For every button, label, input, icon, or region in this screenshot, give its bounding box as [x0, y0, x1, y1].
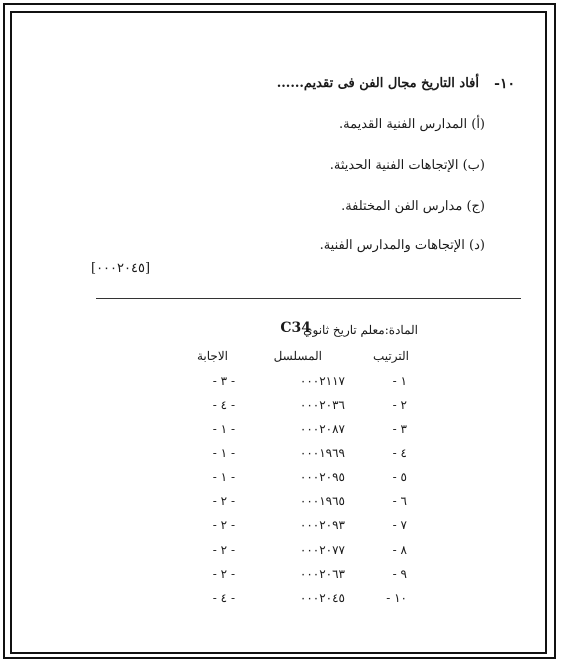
table-row-answer: - ٢ - [212, 518, 235, 532]
option-b: (ب) الإتجاهات الفنية الحديثة. [329, 158, 485, 173]
table-row-answer: - ١ - [212, 470, 235, 484]
table-row-answer: - ١ - [212, 446, 235, 460]
table-row-serial: ٠٠٠١٩٦٥ [299, 494, 345, 508]
question-text: أفاد التاريخ مجال الفن فى تقديم...... [276, 76, 479, 91]
question-number: ١٠- [494, 76, 515, 92]
table-row-rank: ٥ - [392, 470, 407, 484]
header-rank: الترتيب [373, 349, 409, 363]
table-row-serial: ٠٠٠٢٠٩٥ [299, 470, 345, 484]
table-row-answer: - ٢ - [212, 494, 235, 508]
table-row-serial: ٠٠٠٢٠٦٣ [299, 567, 345, 581]
option-c: (ج) مدارس الفن المختلفة. [341, 199, 485, 214]
table-row-rank: ١ - [392, 374, 407, 388]
table-row-serial: ٠٠٠٢٠٩٣ [299, 518, 345, 532]
table-row-serial: ٠٠٠٢٠٧٧ [299, 543, 345, 557]
table-row-answer: - ٢ - [212, 567, 235, 581]
table-row-serial: ٠٠٠٢١١٧ [299, 374, 345, 388]
table-row-serial: ٠٠٠٢٠٣٦ [299, 398, 345, 412]
subject-label: المادة:معلم تاريخ ثانوي [303, 323, 418, 337]
table-row-rank: ٦ - [392, 494, 407, 508]
header-serial: المسلسل [273, 349, 322, 363]
divider [96, 298, 521, 299]
table-row-rank: ٤ - [392, 446, 407, 460]
table-row-serial: ٠٠٠٢٠٨٧ [299, 422, 345, 436]
table-row-serial: ٠٠٠٢٠٤٥ [299, 591, 345, 605]
table-row-answer: - ٢ - [212, 543, 235, 557]
option-a: (أ) المدارس الفنية القديمة. [339, 117, 485, 132]
header-answer: الاجابة [196, 349, 228, 363]
subject-code: C34 [280, 320, 311, 336]
table-row-rank: ٣ - [392, 422, 407, 436]
table-row-rank: ٢ - [392, 398, 407, 412]
table-row-answer: - ٣ - [212, 374, 235, 388]
table-row-answer: - ٤ - [212, 398, 235, 412]
table-row-rank: ٨ - [392, 543, 407, 557]
table-row-rank: ١٠ - [386, 591, 407, 605]
table-row-rank: ٧ - [392, 518, 407, 532]
table-row-answer: - ٤ - [212, 591, 235, 605]
table-row-serial: ٠٠٠١٩٦٩ [299, 446, 345, 460]
answer-code: [٠٠٠٢٠٤٥] [91, 261, 151, 276]
table-row-rank: ٩ - [392, 567, 407, 581]
option-d: (د) الإتجاهات والمدارس الفنية. [319, 238, 485, 253]
page-border-inner [10, 11, 547, 654]
table-row-answer: - ١ - [212, 422, 235, 436]
